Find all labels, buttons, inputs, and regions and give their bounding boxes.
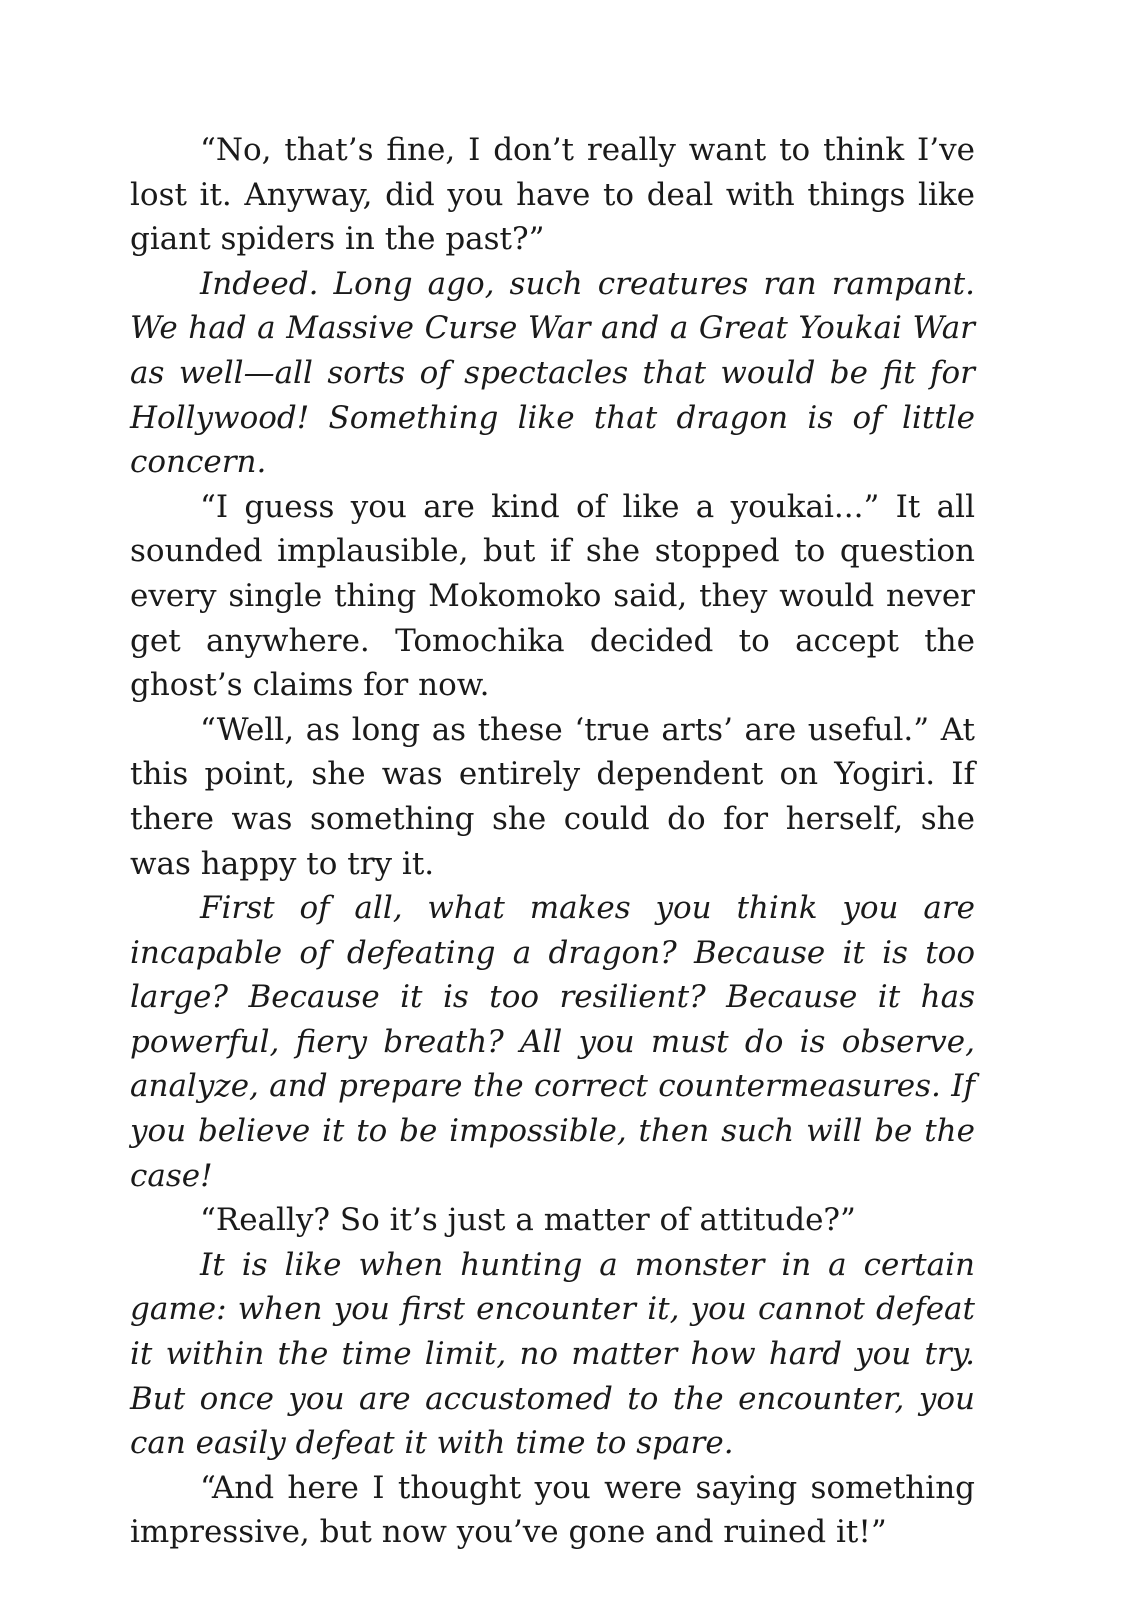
paragraph-dialogue: “No, that’s fine, I don’t really want to think I’ve lost it. Anyway, did you have to deal with things like giant spiders in the past?” bbox=[130, 132, 975, 258]
paragraph-dialogue: “Really? So it’s just a matter of attitude?” bbox=[200, 1202, 856, 1239]
book-page-body bbox=[130, 128, 975, 1555]
paragraph-thought: First of all, what makes you think you are incapable of defeating a dragon? Because it is too large? Because it is too resilient? Because it has powerful, fiery breath? All you must do is observe, analyze, and prepare the correct countermeasures. If you believe it to be impossible, then such will be the case! bbox=[130, 890, 975, 1194]
paragraph-thought: It is like when hunting a monster in a certain game: when you first encounter it, you cannot defeat it within the time limit, no matter how hard you try. But once you are accustomed to the encounter, you can easily defeat it with time to spare. bbox=[130, 1246, 975, 1462]
paragraph-dialogue: “I guess you are kind of like a youkai...” It all sounded implausible, but if she stopped to question every single thing Mokomoko said, they would never get anywhere. Tomochika decided to accept the ghost’s claims for now. bbox=[130, 488, 975, 704]
paragraph-dialogue: “Well, as long as these ‘true arts’ are useful.” At this point, she was entirely dependent on Yogiri. If there was something she could do for herself, she was happy to try it. bbox=[130, 711, 975, 882]
paragraph-thought: Indeed. Long ago, such creatures ran rampant. We had a Massive Curse War and a Great Youkai War as well—all sorts of spectacles that would be fit for Hollywood! Something like that dragon is of little concern. bbox=[130, 265, 975, 481]
paragraph-dialogue: “And here I thought you were saying something impressive, but now you’ve gone and ruined it!” bbox=[130, 1469, 975, 1551]
